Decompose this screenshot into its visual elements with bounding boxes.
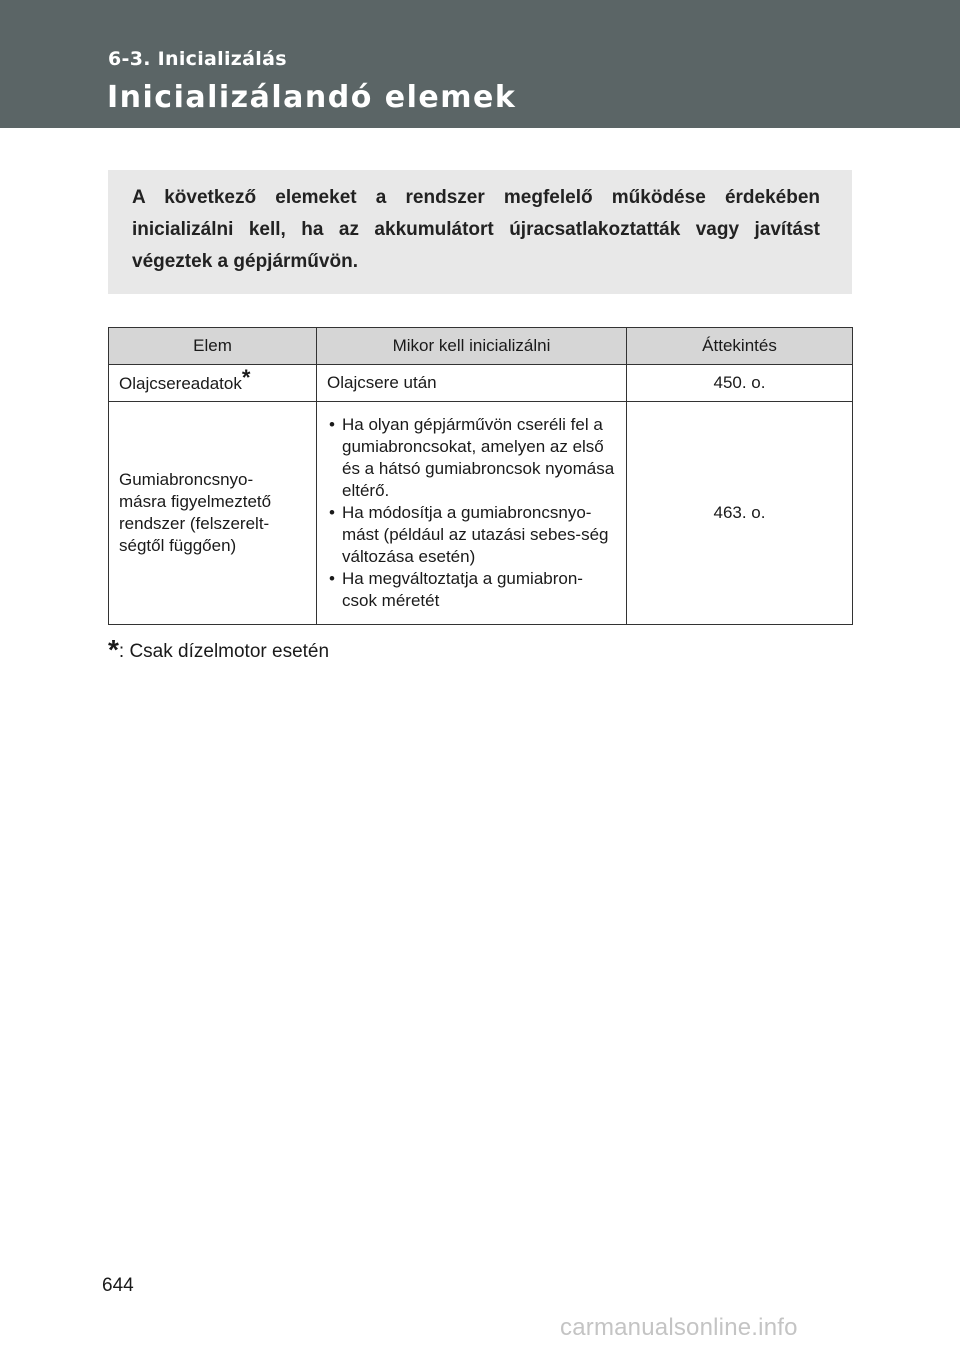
footnote xyxy=(108,632,329,664)
page-title: Inicializálandó elemek xyxy=(107,80,517,115)
table-row xyxy=(109,402,853,625)
watermark: carmanualsonline.info xyxy=(560,1314,798,1341)
condition-list xyxy=(327,414,616,612)
item-label: Olajcsereadatok xyxy=(119,374,242,393)
column-header-when: Mikor kell inicializálni xyxy=(317,328,627,365)
column-header-reference: Áttekintés xyxy=(627,328,853,365)
intro-text: A következő elemeket a rendszer megfelelő működése érdekében inicializálni kell, ha az akkumulátort újracsatlakoztatták vagy javítást végeztek a gépjárművön. xyxy=(132,187,820,272)
condition-item: • Ha megváltoztatja a gumiabron-csok méretét xyxy=(327,568,616,612)
item-label: Gumiabroncsnyo- másra figyelmeztető rendszer (felszerelt- ségtől függően) xyxy=(119,470,272,555)
initialization-table xyxy=(108,327,853,625)
intro-box xyxy=(108,170,852,294)
footnote-marker: * xyxy=(108,634,119,665)
condition-item: • Ha olyan gépjárművön cseréli fel a gumiabroncsokat, amelyen az első és a hátsó gumiabroncsok nyomása eltérő. xyxy=(327,414,616,502)
column-header-item: Elem xyxy=(109,328,317,365)
table-row xyxy=(109,365,853,402)
when-cell xyxy=(317,402,627,625)
page-header xyxy=(0,0,960,128)
item-cell xyxy=(109,365,317,402)
page-number: 644 xyxy=(102,1275,134,1296)
item-cell xyxy=(109,402,317,625)
footnote-text: : Csak dízelmotor esetén xyxy=(118,641,330,662)
page-reference: 463. o. xyxy=(627,402,853,625)
footnote-marker: * xyxy=(241,365,251,390)
page-reference: 450. o. xyxy=(627,365,853,402)
condition-item: • Ha módosítja a gumiabroncsnyo-mást (például az utazási sebes-ség változása esetén) xyxy=(327,502,616,568)
section-label: 6-3. Inicializálás xyxy=(108,48,287,70)
when-cell: Olajcsere után xyxy=(317,365,627,402)
table-header-row xyxy=(109,328,853,365)
